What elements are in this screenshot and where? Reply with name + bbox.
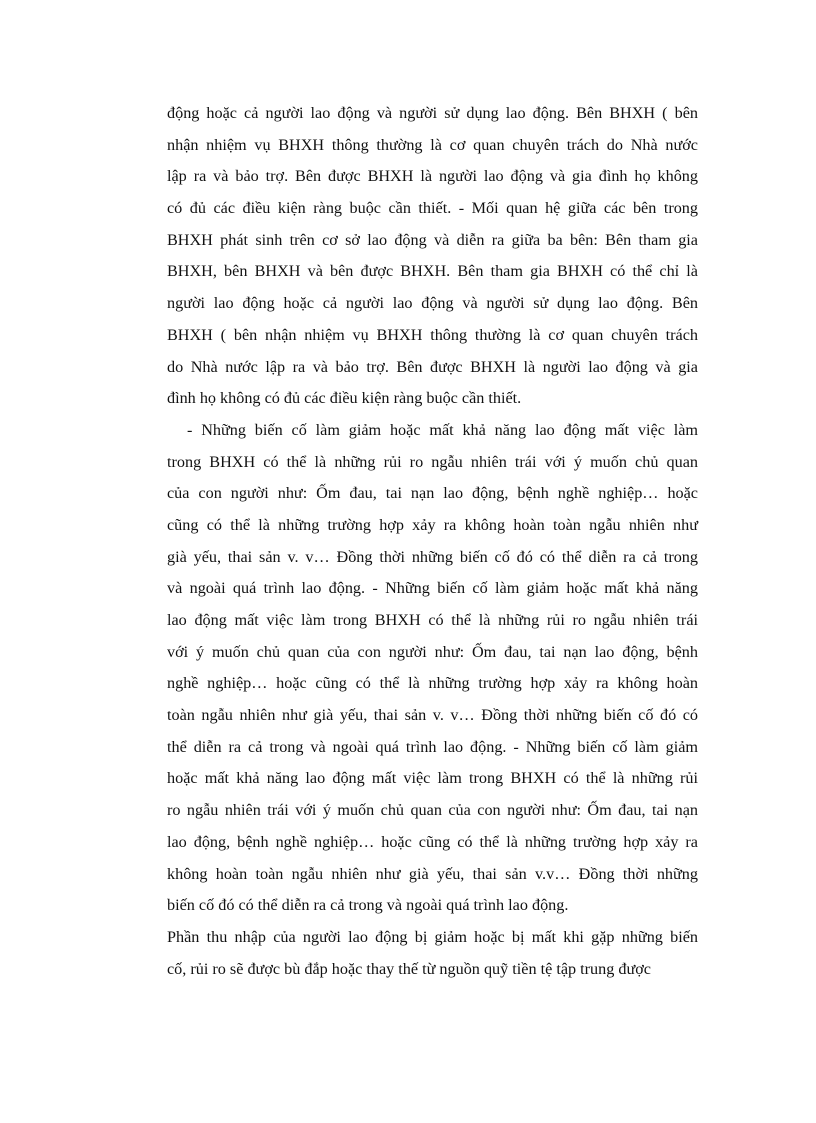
text-line: già yếu, thai sản v. v… Đồng thời những biến cố đó có thể diễn ra cả trong [167, 547, 698, 566]
text-line: với ý muốn chủ quan của con người như: Ốm đau, tai nạn lao động, bệnh [167, 642, 698, 661]
text-line: do Nhà nước lập ra và bảo trợ. Bên được BHXH là người lao động và gia [167, 357, 698, 376]
text-line: BHXH, bên BHXH và bên được BHXH. Bên tham gia BHXH có thể chỉ là [167, 262, 698, 281]
text-line: BHXH phát sinh trên cơ sở lao động và diễn ra giữa ba bên: Bên tham gia [167, 230, 698, 249]
text-line: Phần thu nhập của người lao động bị giảm hoặc bị mất khi gặp những biến [167, 927, 698, 946]
text-line: lao động, bệnh nghề nghiệp… hoặc cũng có thể là những trường hợp xảy ra [167, 832, 698, 851]
text-line: BHXH ( bên nhận nhiệm vụ BHXH thông thường là cơ quan chuyên trách [167, 325, 698, 344]
text-line: người lao động hoặc cả người lao động và người sử dụng lao động. Bên [167, 294, 698, 313]
text-line: thể diễn ra cả trong và ngoài quá trình lao động. - Những biến cố làm giảm [167, 737, 698, 756]
text-line: lao động mất việc làm trong BHXH có thể là những rủi ro ngẫu nhiên trái [167, 611, 698, 629]
text-line: nhận nhiệm vụ BHXH thông thường là cơ quan chuyên trách do Nhà nước [167, 135, 698, 154]
text-line: lập ra và bảo trợ. Bên được BHXH là người lao động và gia đình họ không [167, 167, 698, 186]
text-line: biến cố đó có thể diễn ra cả trong và ngoài quá trình lao động. [167, 896, 569, 915]
text-line: cố, rủi ro sẽ được bù đắp hoặc thay thế từ nguồn quỹ tiền tệ tập trung được [167, 959, 651, 978]
text-line: toàn ngẫu nhiên như già yếu, thai sản v. v… Đồng thời những biến cố đó có [167, 706, 698, 725]
text-line: có đủ các điều kiện ràng buộc cần thiết. - Mối quan hệ giữa các bên trong [167, 199, 698, 218]
text-line: không hoàn toàn ngẫu nhiên như già yếu, thai sản v.v… Đồng thời những [167, 864, 698, 883]
document-page [167, 98, 698, 985]
text-line: nghề nghiệp… hoặc cũng có thể là những trường hợp xảy ra không hoàn [167, 674, 698, 693]
text-line: và ngoài quá trình lao động. - Những biến cố làm giảm hoặc mất khả năng [167, 579, 698, 598]
text-line: cũng có thể là những trường hợp xảy ra không hoàn toàn ngẫu nhiên như [167, 515, 698, 534]
text-line: của con người như: Ốm đau, tai nạn lao động, bệnh nghề nghiệp… hoặc [167, 484, 698, 503]
text-line: đình họ không có đủ các điều kiện ràng buộc cần thiết. [167, 389, 522, 408]
text-line: - Những biến cố làm giảm hoặc mất khả năng lao động mất việc làm [187, 420, 698, 439]
body-text [167, 98, 698, 985]
text-line: động hoặc cả người lao động và người sử dụng lao động. Bên BHXH ( bên [167, 104, 698, 122]
text-line: ro ngẫu nhiên trái với ý muốn chủ quan của con người như: Ốm đau, tai nạn [167, 801, 698, 820]
text-line: hoặc mất khả năng lao động mất việc làm trong BHXH có thể là những rủi [167, 769, 698, 788]
text-line: trong BHXH có thể là những rủi ro ngẫu nhiên trái với ý muốn chủ quan [167, 452, 698, 471]
